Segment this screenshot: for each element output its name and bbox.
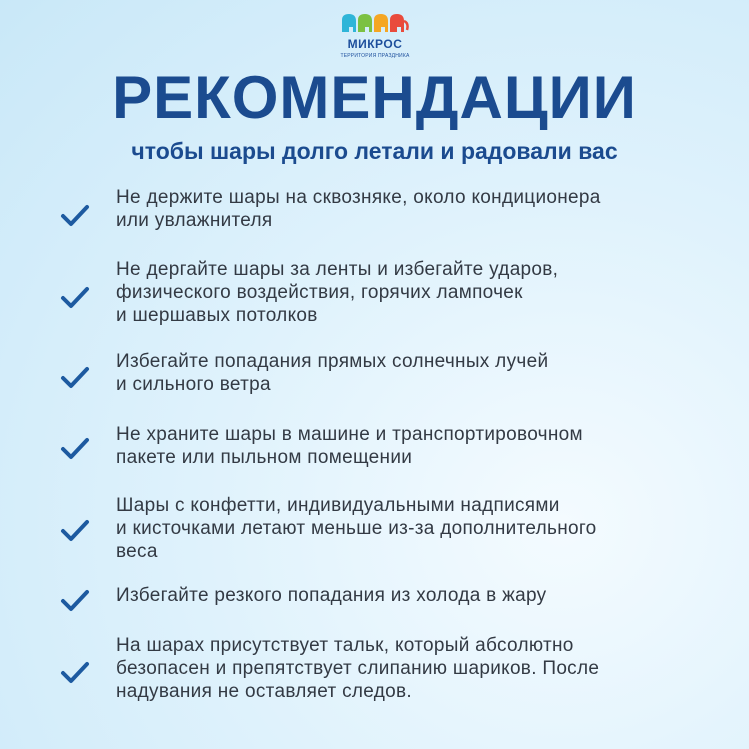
checkmark-icon [60,204,90,228]
recommendation-line: Не дергайте шары за ленты и избегайте ударов, [116,259,559,280]
checkmark-icon [60,437,90,461]
recommendation-line: веса [116,541,158,562]
recommendation-line: и кисточками летают меньше из-за дополнительного [116,518,597,539]
recommendation-line: Избегайте попадания прямых солнечных лучей [116,351,549,372]
recommendation-line: надувания не оставляет следов. [116,681,412,702]
brand-logo [335,12,415,62]
recommendation-text [116,350,726,396]
checkmark-icon [60,661,90,685]
list-item [60,584,740,607]
recommendation-line: и шершавых потолков [116,305,318,326]
list-item [60,494,740,563]
elephant-icon [374,14,388,32]
list-item [60,634,740,703]
elephant-icon [390,14,408,32]
page-subtitle: чтобы шары долго летали и радовали вас [131,138,618,164]
recommendation-line: физического воздействия, горячих лампочек [116,282,523,303]
recommendation-text [116,494,726,563]
recommendation-line: Не храните шары в машине и транспортировочном [116,424,583,445]
elephant-icon [342,14,356,32]
checkmark-icon [60,519,90,543]
recommendation-line: или увлажнителя [116,210,273,231]
elephant-icon [358,14,372,32]
list-item [60,186,740,232]
elephants-icon [340,12,410,36]
recommendation-line: На шарах присутствует тальк, который абсолютно [116,635,574,656]
brand-tagline: ТЕРРИТОРИЯ ПРАЗДНИКА [340,53,410,59]
list-item [60,258,740,327]
page-title: РЕКОМЕНДАЦИИ [112,64,637,131]
recommendation-text [116,258,726,327]
recommendation-line: Избегайте резкого попадания из холода в жару [116,585,547,606]
checkmark-icon [60,589,90,613]
recommendation-line: Шары с конфетти, индивидуальными надписями [116,495,560,516]
recommendation-text [116,634,726,703]
checkmark-icon [60,366,90,390]
checkmark-icon [60,286,90,310]
recommendation-text [116,584,726,607]
list-item [60,350,740,396]
recommendation-line: пакете или пыльном помещении [116,447,413,468]
recommendation-text [116,423,726,469]
recommendation-line: безопасен и препятствует слипанию шариков. После [116,658,600,679]
recommendation-line: Не держите шары на сквозняке, около кондиционера [116,187,601,208]
brand-name: МИКРОС [347,37,403,51]
recommendation-line: и сильного ветра [116,374,271,395]
recommendation-text [116,186,726,232]
list-item [60,423,740,469]
